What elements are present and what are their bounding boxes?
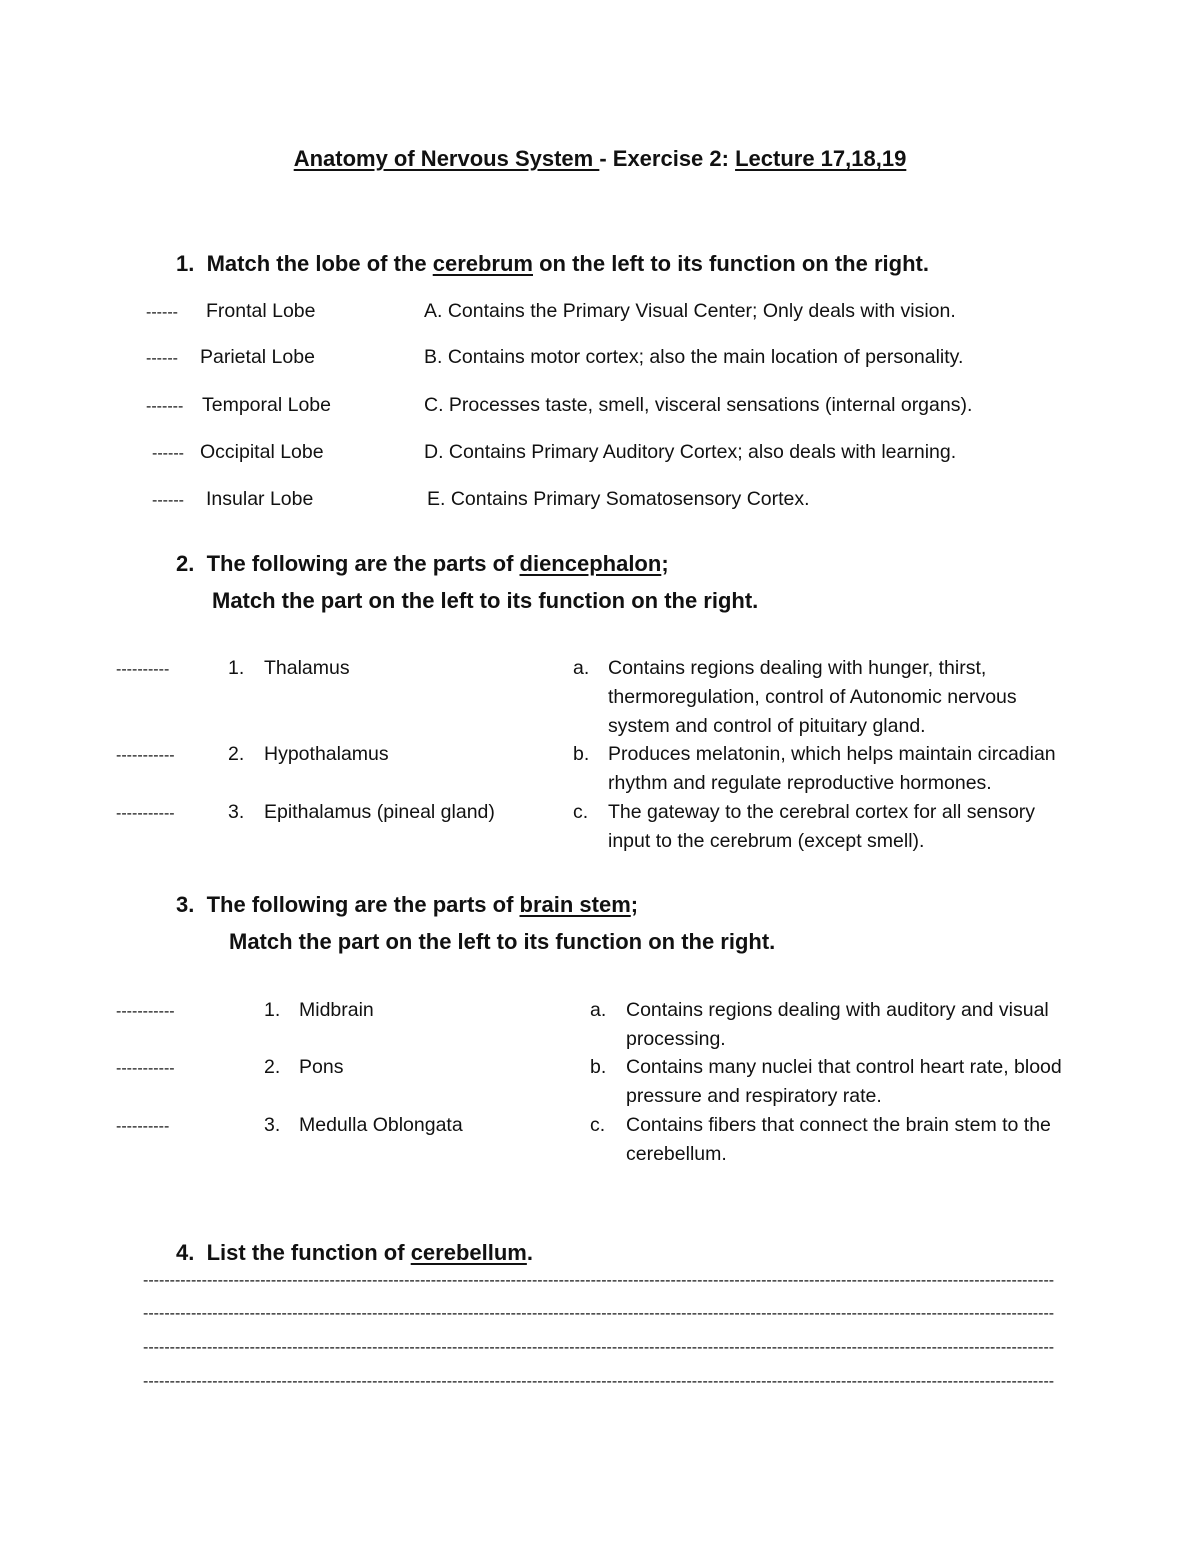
q2-right-2-line1: Produces melatonin, which helps maintain circadian xyxy=(608,743,1056,765)
q2-num-2: 2. xyxy=(228,743,245,765)
q2-left-1: Thalamus xyxy=(264,657,350,679)
title-exercise: - Exercise 2: xyxy=(599,146,736,171)
answer-line-1[interactable]: --------------------------------------------------------------------------------------------------------------------------------------------------------------------------- xyxy=(143,1272,1055,1289)
q4-heading xyxy=(176,1240,533,1266)
q1-blank-1[interactable]: ------ xyxy=(146,304,178,321)
q2-heading xyxy=(176,551,669,577)
q4-prompt-post: . xyxy=(526,1240,533,1265)
q3-right-3-line1: Contains fibers that connect the brain stem to the xyxy=(626,1114,1051,1136)
title-subject: Anatomy of Nervous System xyxy=(293,146,600,171)
q1-left-5: Insular Lobe xyxy=(206,488,314,510)
q2-blank-2[interactable]: ----------- xyxy=(116,747,175,764)
q3-right-2-line2: pressure and respiratory rate. xyxy=(626,1085,882,1107)
q1-right-5: E. Contains Primary Somatosensory Cortex. xyxy=(427,488,810,510)
q3-number: 3. xyxy=(176,892,195,917)
title-lectures: Lecture 17,18,19 xyxy=(735,146,907,171)
q1-heading xyxy=(176,251,929,277)
q2-number: 2. xyxy=(176,551,195,576)
answer-line-2[interactable]: --------------------------------------------------------------------------------------------------------------------------------------------------------------------------- xyxy=(143,1305,1055,1322)
q2-num-1: 1. xyxy=(228,657,245,679)
q3-right-1-line1: Contains regions dealing with auditory and visual xyxy=(626,999,1049,1021)
q1-right-4: D. Contains Primary Auditory Cortex; also deals with learning. xyxy=(424,441,957,463)
q3-num-3: 3. xyxy=(264,1114,281,1136)
q2-num-3: 3. xyxy=(228,801,245,823)
q2-right-1-line2: thermoregulation, control of Autonomic nervous xyxy=(608,686,1017,708)
q3-letter-c: c. xyxy=(590,1114,606,1136)
q4-prompt-pre: List the function of xyxy=(206,1240,411,1265)
q2-letter-a: a. xyxy=(573,657,590,679)
q2-left-2: Hypothalamus xyxy=(264,743,389,765)
q1-right-3: C. Processes taste, smell, visceral sensations (internal organs). xyxy=(424,394,973,416)
q1-left-3: Temporal Lobe xyxy=(202,394,331,416)
q1-prompt-post: on the left to its function on the right. xyxy=(533,251,929,276)
q2-right-3-line1: The gateway to the cerebral cortex for all sensory xyxy=(608,801,1036,823)
q2-blank-1[interactable]: ---------- xyxy=(116,661,170,678)
q4-term: cerebellum xyxy=(410,1240,527,1265)
q3-letter-a: a. xyxy=(590,999,607,1021)
q2-heading-line2: Match the part on the left to its function on the right. xyxy=(212,588,759,613)
q1-blank-2[interactable]: ------ xyxy=(146,350,178,367)
q3-heading xyxy=(176,892,638,918)
q3-num-2: 2. xyxy=(264,1056,281,1078)
q1-term: cerebrum xyxy=(432,251,533,276)
q3-left-1: Midbrain xyxy=(299,999,374,1021)
q2-left-3: Epithalamus (pineal gland) xyxy=(264,801,495,823)
q1-blank-4[interactable]: ------ xyxy=(152,445,184,462)
q1-right-2: B. Contains motor cortex; also the main location of personality. xyxy=(424,346,964,368)
q2-letter-c: c. xyxy=(573,801,589,823)
q3-left-2: Pons xyxy=(299,1056,344,1078)
q1-left-1: Frontal Lobe xyxy=(206,300,316,322)
q2-right-1-line3: system and control of pituitary gland. xyxy=(608,715,926,737)
q3-blank-3[interactable]: ---------- xyxy=(116,1118,170,1135)
q2-right-1-line1: Contains regions dealing with hunger, thirst, xyxy=(608,657,987,679)
q2-blank-3[interactable]: ----------- xyxy=(116,805,175,822)
q3-letter-b: b. xyxy=(590,1056,607,1078)
q2-term: diencephalon xyxy=(519,551,662,576)
q1-blank-5[interactable]: ------ xyxy=(152,492,184,509)
q2-right-3-line2: input to the cerebrum (except smell). xyxy=(608,830,925,852)
q3-right-2-line1: Contains many nuclei that control heart rate, blood xyxy=(626,1056,1062,1078)
q1-left-4: Occipital Lobe xyxy=(200,441,324,463)
q3-left-3: Medulla Oblongata xyxy=(299,1114,463,1136)
q2-prompt-post: ; xyxy=(661,551,669,576)
q3-right-3-line2: cerebellum. xyxy=(626,1143,727,1165)
q3-heading-line2: Match the part on the left to its function on the right. xyxy=(229,929,776,954)
q2-right-2-line2: rhythm and regulate reproductive hormones. xyxy=(608,772,992,794)
q3-prompt-pre: The following are the parts of xyxy=(206,892,520,917)
q3-term: brain stem xyxy=(519,892,631,917)
q3-right-1-line2: processing. xyxy=(626,1028,726,1050)
q3-num-1: 1. xyxy=(264,999,281,1021)
q4-number: 4. xyxy=(176,1240,195,1265)
q1-left-2: Parietal Lobe xyxy=(200,346,315,368)
q1-prompt-pre: Match the lobe of the xyxy=(206,251,433,276)
q3-blank-1[interactable]: ----------- xyxy=(116,1003,175,1020)
page-title xyxy=(0,146,1200,172)
q1-number: 1. xyxy=(176,251,195,276)
q3-prompt-post: ; xyxy=(630,892,639,917)
answer-line-4[interactable]: --------------------------------------------------------------------------------------------------------------------------------------------------------------------------- xyxy=(143,1373,1055,1390)
q2-letter-b: b. xyxy=(573,743,590,765)
q1-blank-3[interactable]: ------- xyxy=(146,398,184,415)
q3-blank-2[interactable]: ----------- xyxy=(116,1060,175,1077)
q2-prompt-pre: The following are the parts of xyxy=(206,551,520,576)
q1-right-1: A. Contains the Primary Visual Center; Only deals with vision. xyxy=(424,300,956,322)
answer-line-3[interactable]: --------------------------------------------------------------------------------------------------------------------------------------------------------------------------- xyxy=(143,1339,1055,1356)
